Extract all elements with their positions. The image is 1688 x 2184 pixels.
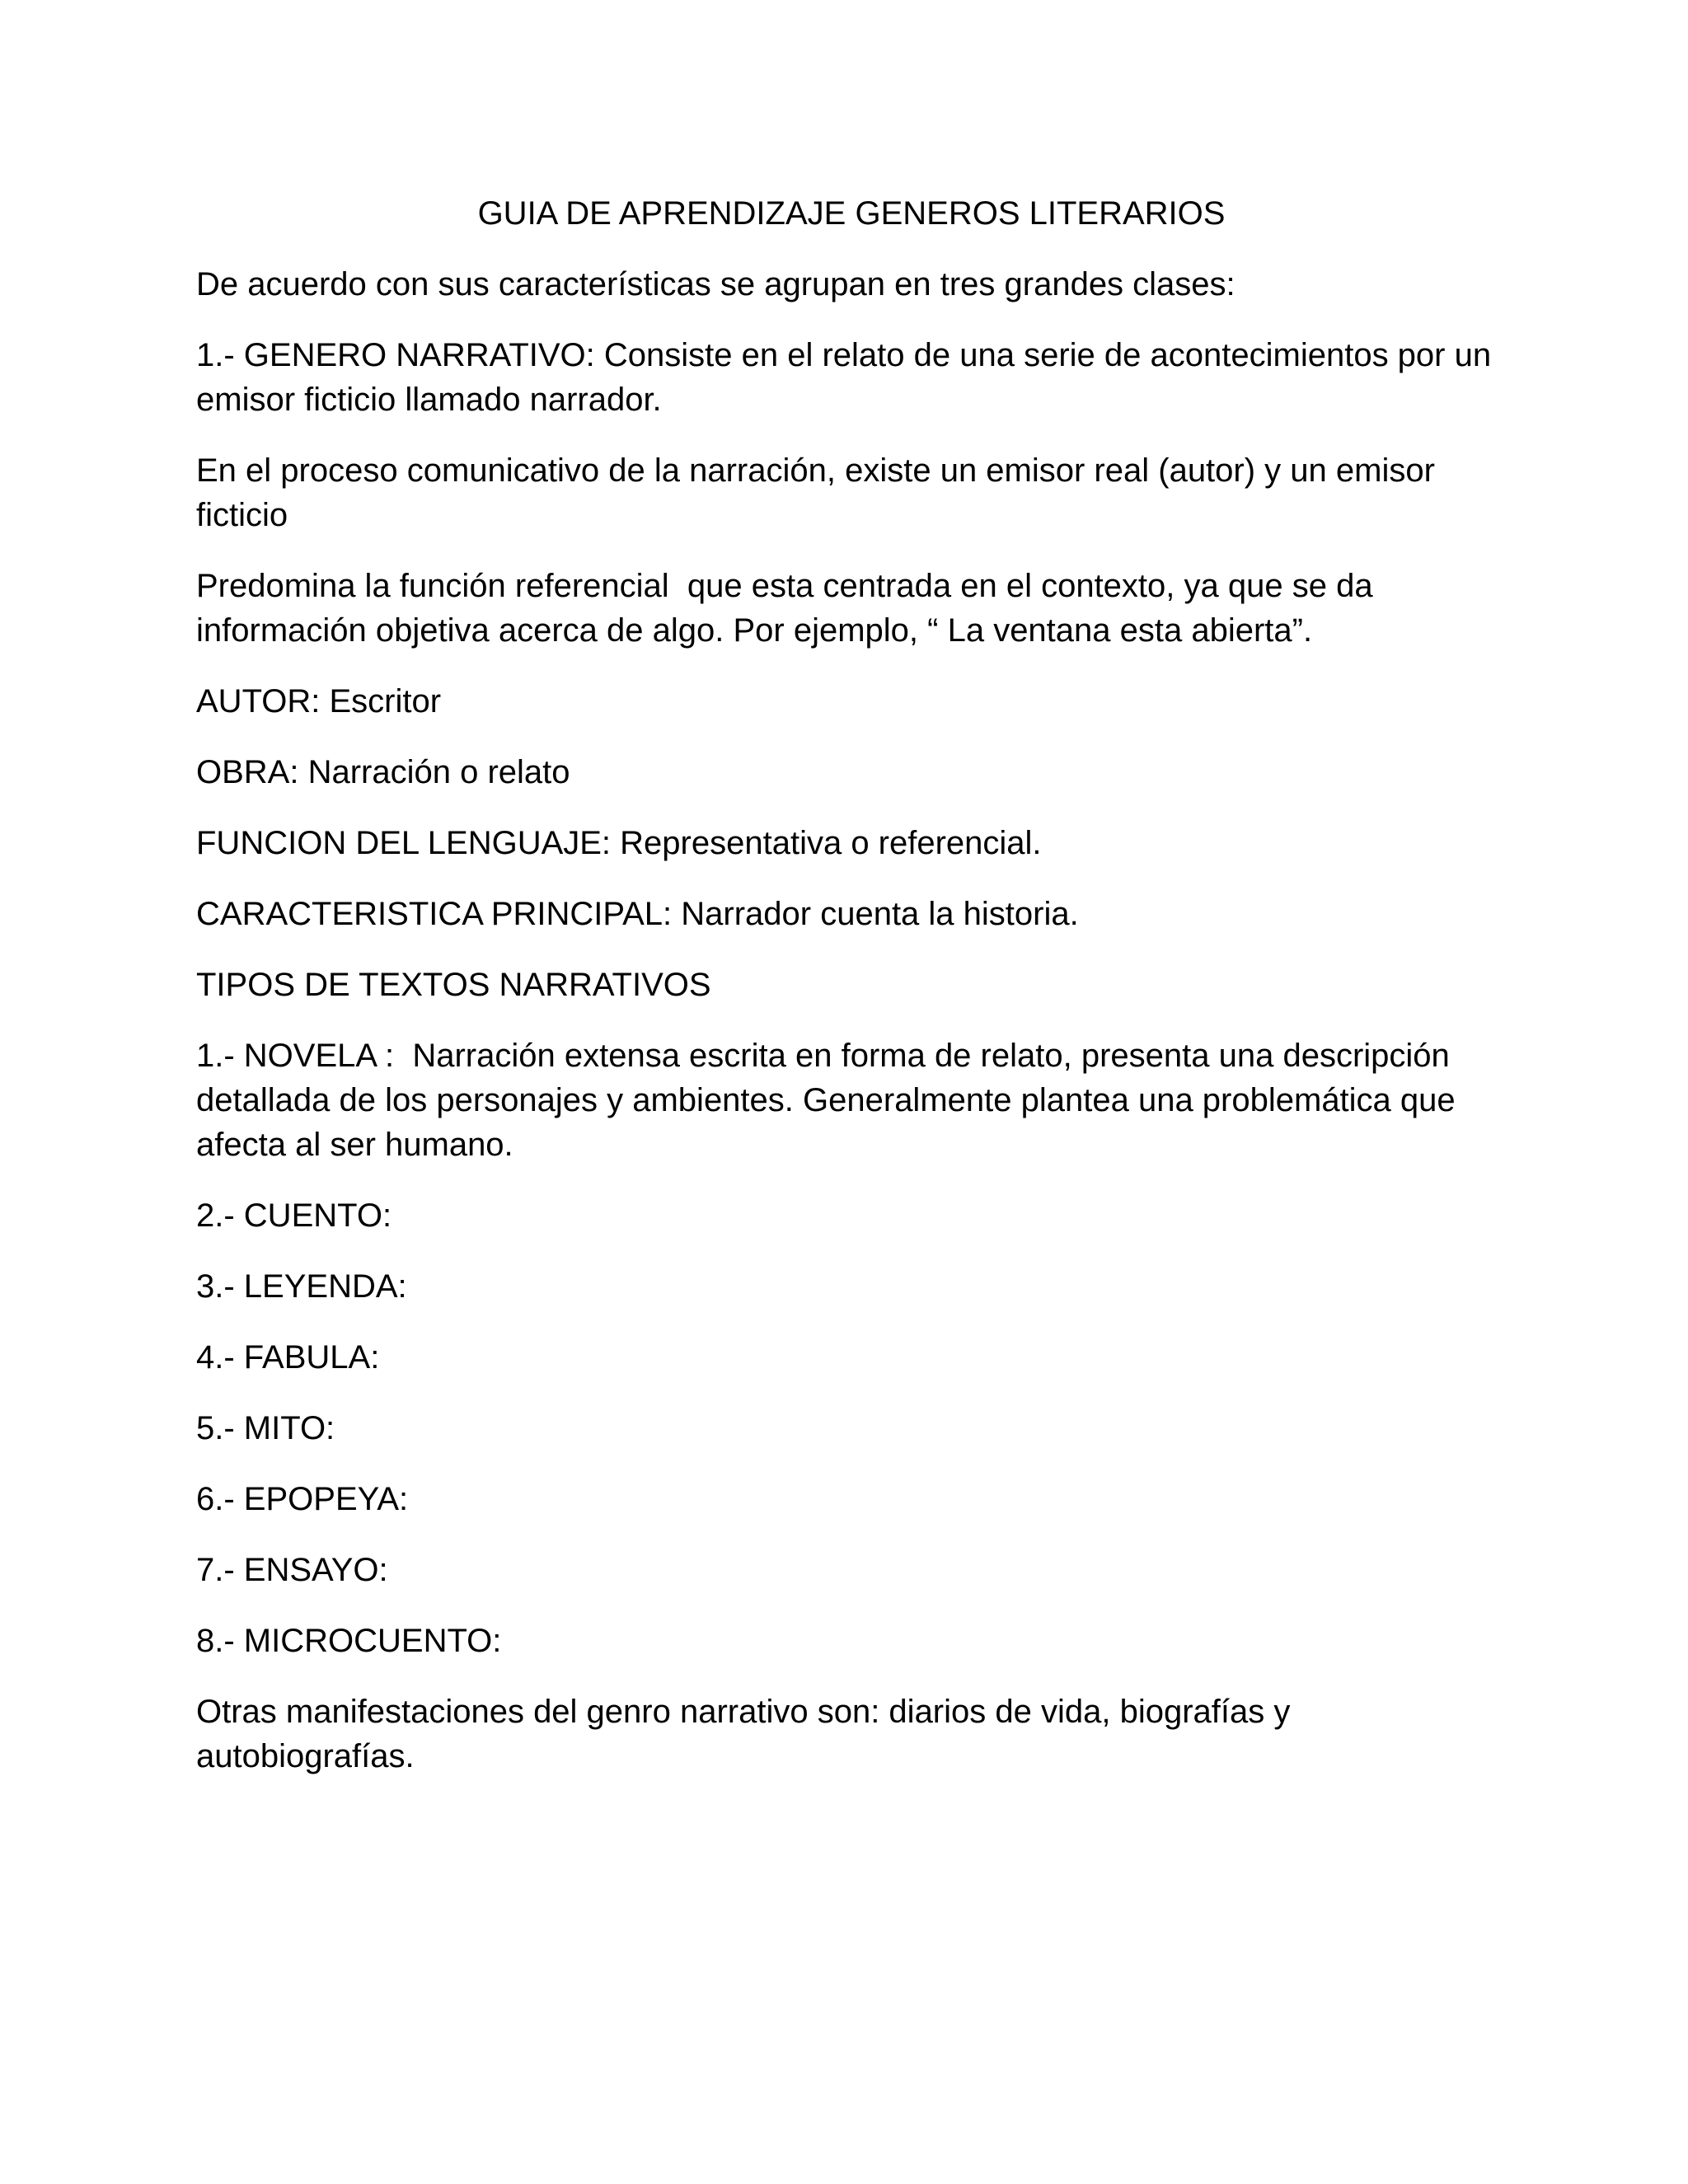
list-item-ensayo: 7.- ENSAYO: bbox=[196, 1552, 388, 1588]
novela-paragraph: 1.- NOVELA : Narración extensa escrita en forma de relato, presenta una descripción detallada de los personajes y ambientes. Generalmente plantea una problemática que afecta al ser humano. bbox=[196, 1038, 1465, 1163]
document-title: GUIA DE APRENDIZAJE GENEROS LITERARIOS bbox=[477, 195, 1226, 232]
list-item-epopeya: 6.- EPOPEYA: bbox=[196, 1481, 409, 1517]
proceso-comunicativo-paragraph: En el proceso comunicativo de la narración, existe un emisor real (autor) y un emisor ficticio bbox=[196, 452, 1445, 533]
tipos-textos-heading: TIPOS DE TEXTOS NARRATIVOS bbox=[196, 967, 711, 1003]
autor-line: AUTOR: Escritor bbox=[196, 683, 442, 719]
funcion-referencial-paragraph: Predomina la función referencial que esta centrada en el contexto, ya que se da información objetiva acerca de algo. Por ejemplo, “ La ventana esta abierta”. bbox=[196, 568, 1382, 649]
caracteristica-principal-line: CARACTERISTICA PRINCIPAL: Narrador cuenta la historia. bbox=[196, 896, 1079, 932]
list-item-mito: 5.- MITO: bbox=[196, 1410, 335, 1446]
otras-manifestaciones-paragraph: Otras manifestaciones del genro narrativo son: diarios de vida, biografías y autobiografías. bbox=[196, 1694, 1300, 1774]
list-item-cuento: 2.- CUENTO: bbox=[196, 1197, 392, 1234]
document-body bbox=[196, 191, 1507, 1805]
intro-paragraph: De acuerdo con sus características se agrupan en tres grandes clases: bbox=[196, 266, 1236, 302]
list-item-microcuento: 8.- MICROCUENTO: bbox=[196, 1623, 502, 1659]
obra-line: OBRA: Narración o relato bbox=[196, 754, 570, 790]
list-item-leyenda: 3.- LEYENDA: bbox=[196, 1268, 407, 1305]
genero-narrativo-paragraph: 1.- GENERO NARRATIVO: Consiste en el relato de una serie de acontecimientos por un emisor ficticio llamado narrador. bbox=[196, 337, 1501, 418]
list-item-fabula: 4.- FABULA: bbox=[196, 1339, 380, 1376]
funcion-lenguaje-line: FUNCION DEL LENGUAJE: Representativa o referencial. bbox=[196, 825, 1042, 861]
